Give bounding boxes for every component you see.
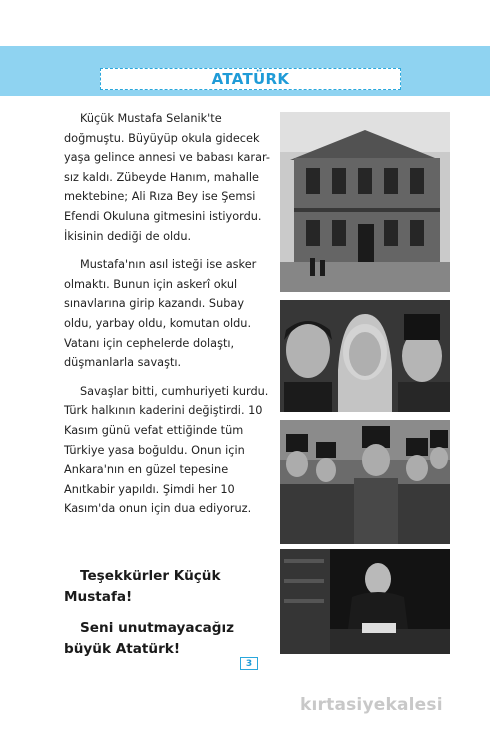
body-text	[64, 109, 272, 519]
title-box	[100, 68, 401, 90]
paragraph-republic: Savaşlar bitti, cumhuriyeti kurdu. Türk halkının kaderini değiştirdi. 10 Kasım günü vefat ettiğinde tüm Türkiye yasa boğuldu. Onun için Ankara'nın en güzel tepesine Anıtkabir yapıldı. Şimdi her 10 Kasım'da onun için dua ediyoruz.	[64, 384, 269, 516]
birth-house-photo	[280, 112, 450, 292]
paragraph-childhood: Küçük Mustafa Selanik'te doğmuştu. Büyüyüp okula gidecek yaşa gelince annesi ve babası karar-sız kaldı. Zübeyde Hanım, mahalle mektebine; Ali Rıza Bey ise Şemsi Efendi Okuluna gitmesini istiyordu. İkisinin dediği de oldu.	[64, 112, 270, 243]
family-portrait-photo	[280, 300, 450, 412]
reading-desk-photo	[280, 549, 450, 654]
closing-remember: Seni unutmayacağız büyük Atatürk!	[64, 620, 235, 657]
closing-thanks: Teşekkürler Küçük Mustafa!	[64, 568, 221, 605]
paragraph-military: Mustafa'nın asıl isteği ise asker olmaktı. Bunun için askerî okul sınavlarına girip kazandı. Subay oldu, yarbay oldu, komutan oldu. Vatanı için cephelerde dolaştı, düşmanlarla savaştı.	[64, 258, 257, 370]
page-number: 3	[240, 657, 258, 670]
page-title: ATATÜRK	[211, 70, 290, 88]
watermark-text: kırtasiyekalesi	[300, 695, 443, 715]
soldiers-photo	[280, 420, 450, 544]
